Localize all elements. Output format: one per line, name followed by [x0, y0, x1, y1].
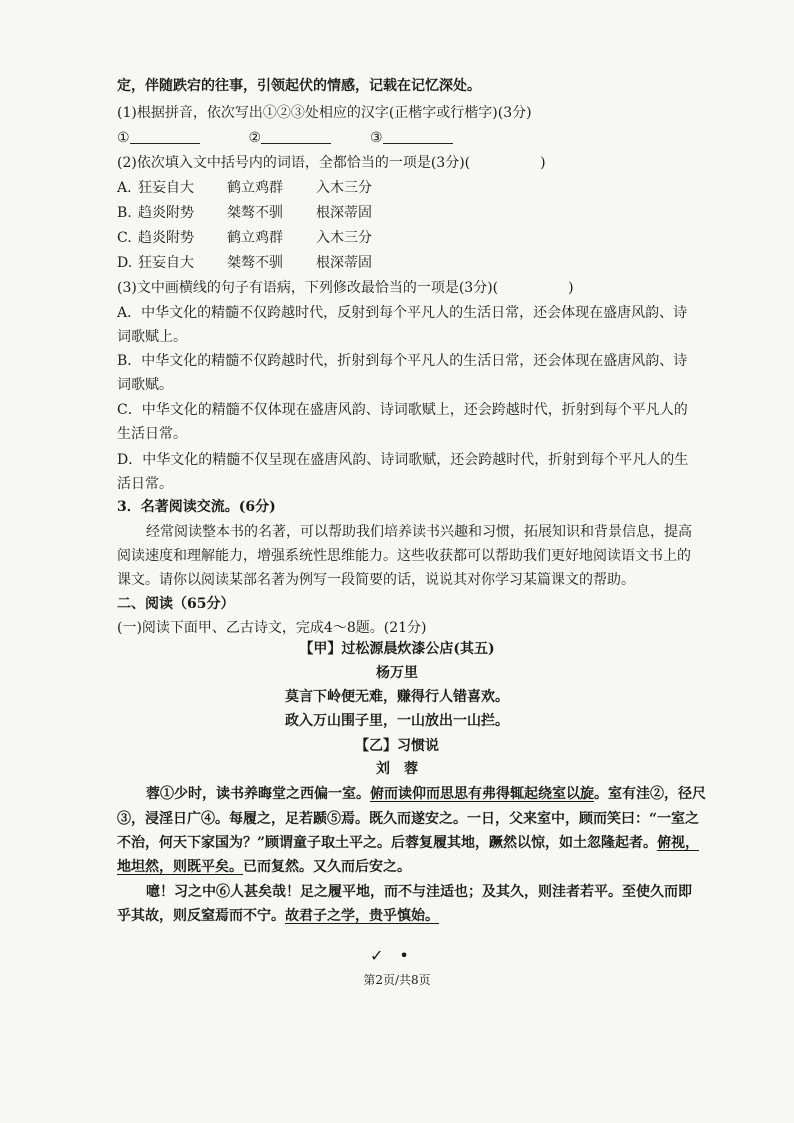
q-reading-line3: 课文。请你以阅读某部名著为例写一段简要的话，说说其对你学习某篇课文的帮助。 [117, 572, 635, 588]
q3-option-c-line2: 生活日常。 [117, 426, 187, 442]
essay-title: 【乙】习惯说 [355, 738, 439, 754]
poem-author: 杨万里 [376, 665, 418, 681]
underlined-sentence: 俯视， [657, 835, 700, 851]
q3-option-b-line2: 词歌赋。 [117, 377, 173, 393]
q1-prompt: (1)根据拼音，依次写出①②③处相应的汉字(正楷字或行楷字)(3分) [117, 105, 532, 121]
q-reading-title: 3．名著阅读交流。(6分) [117, 499, 276, 515]
option-word: 入木三分 [316, 180, 372, 196]
section-heading: 二、阅读（65分） [117, 596, 235, 612]
page-number: 第2页/共8页 [363, 973, 431, 987]
underlined-sentence: 故君子之学，贵乎慎始。 [285, 908, 439, 924]
essay-p1-line1 [146, 784, 706, 804]
q-reading-line1: 经常阅读整本书的名著，可以帮助我们培养读书兴趣和习惯，拓展知识和背景信息，提高 [146, 524, 692, 540]
q2-prompt: (2)依次填入文中括号内的词语，全都恰当的一项是(3分)( ) [117, 155, 546, 171]
option-letter: A. [117, 180, 132, 196]
option-letter: B. [117, 205, 132, 221]
q3-option-c-line1: C．中华文化的精髓不仅体现在盛唐风韵、诗词歌赋上，还会跨越时代，折射到每个平凡人的 [117, 402, 688, 418]
q3-option-a-line1: A．中华文化的精髓不仅跨越时代，反射到每个平凡人的生活日常，还会体现在盛唐风韵、诗 [117, 305, 688, 321]
answer-blank-2[interactable] [261, 129, 331, 144]
answer-blank-1[interactable] [130, 129, 200, 144]
essay-text: 乎其故，则反窒焉而不宁。 [117, 908, 285, 924]
essay-text: 不治，何天下家国为？”顾谓童子取土平之。后蓉复履其地，蹶然以惊，如土忽隆起者。 [117, 835, 658, 851]
option-letter: D. [117, 255, 133, 271]
option-word: 桀骜不驯 [227, 205, 283, 221]
underlined-sentence: 地坦然，则既平矣。 [117, 859, 243, 875]
option-word: 鹤立鸡群 [227, 230, 283, 246]
essay-p2-line1: 噫！习之中⑥人甚矣哉！足之履平地，而不与洼适也；及其久，则洼者若平。至使久而即 [146, 884, 692, 900]
blank-label-2: ② [248, 130, 262, 146]
option-word: 桀骜不驯 [227, 255, 283, 271]
poem-line-2: 政入万山围子里，一山放出一山拦。 [285, 713, 509, 729]
q3-option-a-line2: 词歌赋上。 [117, 329, 187, 345]
check-marks: ✓ • [370, 946, 409, 965]
essay-author: 刘 蓉 [376, 761, 418, 777]
essay-p1-line2: ③，浸淫日广④。每履之，足若踬⑤焉。既久而遂安之。一日，父来室中，顾而笑曰：“一室之 [117, 811, 700, 827]
poem-line-1: 莫言下岭便无难，赚得行人错喜欢。 [285, 689, 509, 705]
option-word: 根深蒂固 [316, 255, 372, 271]
essay-p1-line3 [117, 833, 699, 853]
option-word: 根深蒂固 [316, 205, 372, 221]
q3-option-b-line1: B．中华文化的精髓不仅跨越时代，折射到每个平凡人的生活日常，还会体现在盛唐风韵、诗 [117, 353, 688, 369]
q3-option-d-line1: D．中华文化的精髓不仅呈现在盛唐风韵、诗词歌赋，还会跨越时代，折射到每个平凡人的生 [117, 452, 689, 468]
q3-option-d-line2: 活日常。 [117, 476, 173, 492]
blank-label-1: ① [117, 130, 130, 146]
option-word: 鹤立鸡群 [227, 180, 283, 196]
option-word: 入木三分 [316, 230, 372, 246]
q-reading-line2: 阅读速度和理解能力，增强系统性思维能力。这些收获都可以帮助我们更好地阅读语文书上的 [117, 548, 691, 564]
option-word: 狂妄自大 [138, 255, 194, 271]
option-word: 趋炎附势 [138, 230, 194, 246]
poem-title: 【甲】过松源晨炊漆公店(其五) [299, 641, 495, 657]
essay-text: 。室有洼②，径尺 [594, 786, 706, 802]
intro-line: 定，伴随跌宕的往事，引领起伏的情感，记载在记忆深处。 [117, 78, 481, 94]
blank-label-3: ③ [369, 130, 383, 146]
option-letter: C. [117, 230, 132, 246]
option-word: 狂妄自大 [138, 180, 194, 196]
essay-p1-line4 [117, 857, 411, 877]
underlined-sentence: 俯而读仰而思思有弗得辄起绕室以旋 [370, 786, 594, 802]
q1-blanks [117, 128, 453, 148]
section-subheading: (一)阅读下面甲、乙古诗文，完成4～8题。(21分) [117, 620, 427, 636]
essay-text: 蓉①少时，读书养晦堂之西偏一室。 [146, 786, 370, 802]
answer-blank-3[interactable] [383, 129, 453, 144]
essay-p2-line2 [117, 906, 439, 926]
q3-prompt: (3)文中画横线的句子有语病，下列修改最恰当的一项是(3分)( ) [117, 280, 574, 296]
essay-text: 已而复然。又久而后安之。 [243, 859, 411, 875]
option-word: 趋炎附势 [138, 205, 194, 221]
